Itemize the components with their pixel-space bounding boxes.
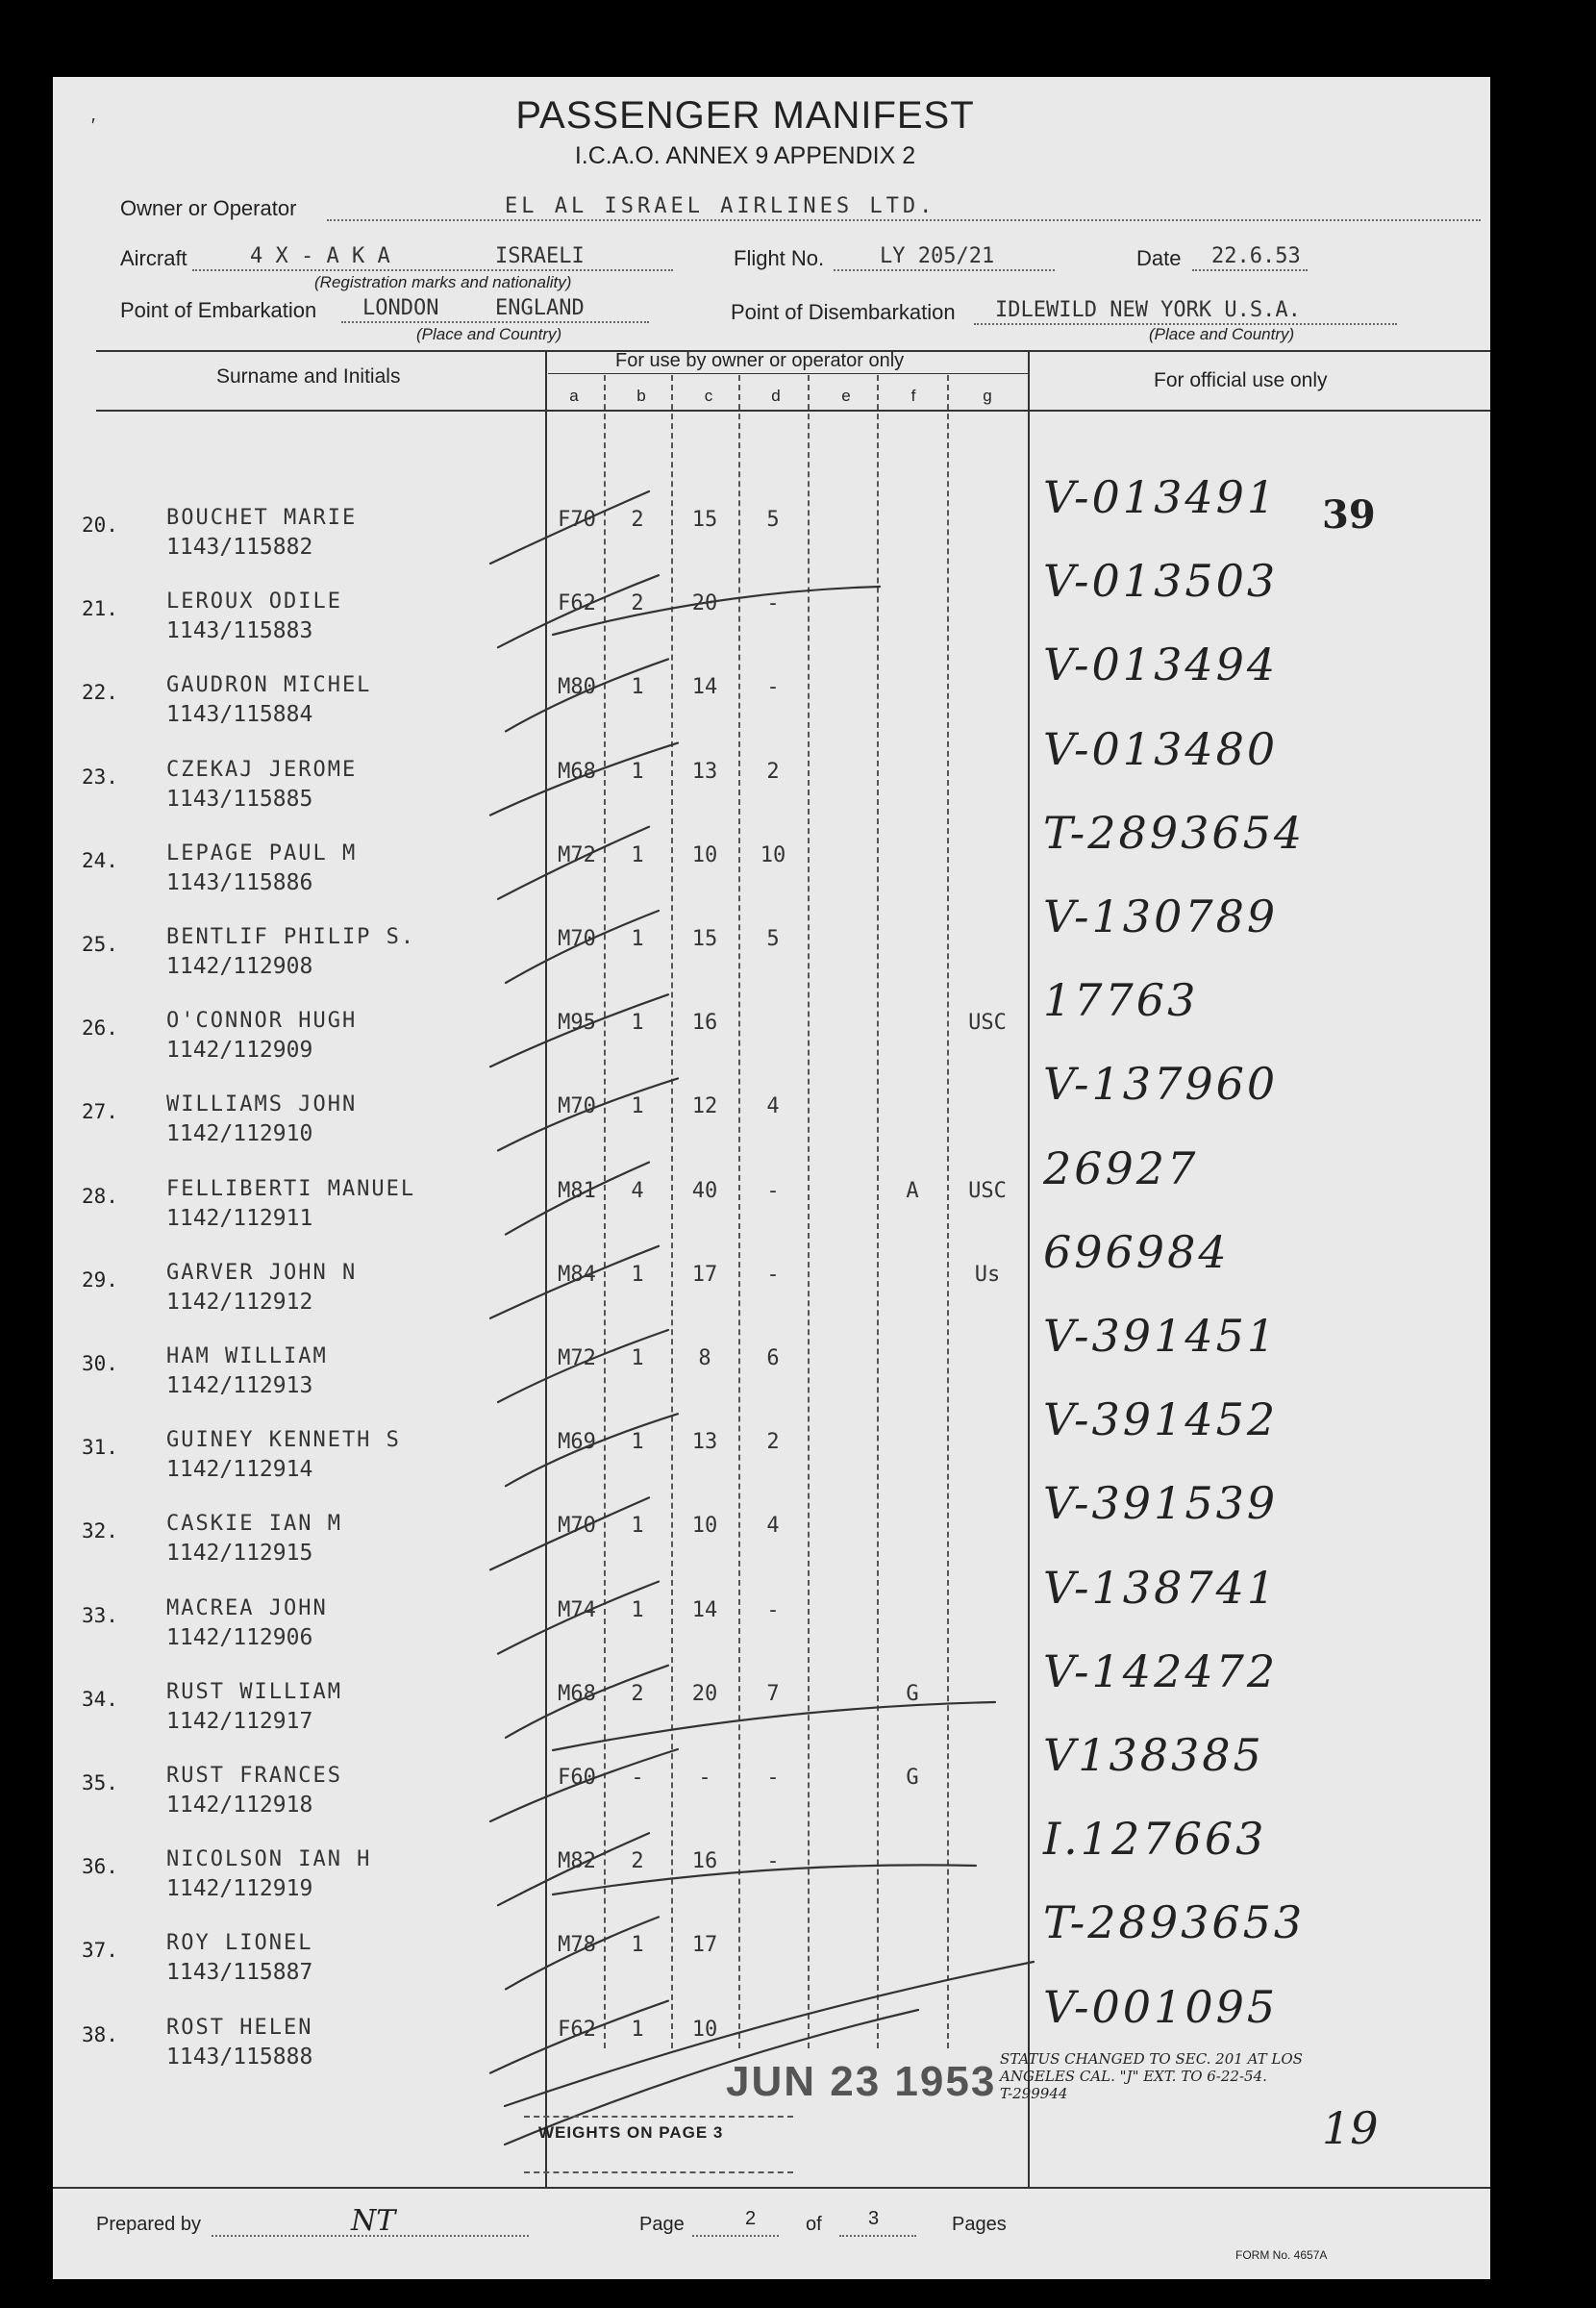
cell-d: -	[766, 1597, 780, 1622]
check-stroke	[498, 575, 659, 647]
annotation-stroke	[553, 1865, 976, 1894]
row-number: 23.	[82, 765, 118, 789]
cell-b: 1	[631, 759, 644, 784]
cell-f: G	[906, 1766, 919, 1790]
official-entry: T-2893654	[1043, 806, 1306, 859]
cell-d: 5	[766, 927, 780, 951]
passenger-name: ROST HELEN	[166, 2015, 313, 2040]
official-entry: V-130789	[1043, 891, 1279, 942]
check-stroke	[506, 1666, 668, 1738]
cell-a: M68	[558, 759, 596, 784]
status-note-line1: STATUS CHANGED TO SEC. 201 AT LOS	[1000, 2050, 1303, 2068]
manifest-sheet	[53, 77, 1490, 2279]
passenger-name: WILLIAMS JOHN	[166, 1092, 358, 1117]
row-number: 20.	[82, 514, 118, 537]
aircraft-value: 4 X - A K A	[250, 244, 390, 268]
cell-b: 1	[631, 1011, 644, 1036]
cell-c: 17	[691, 1933, 718, 1958]
cell-b: 1	[631, 1933, 644, 1958]
owner-use-header: For use by owner or operator only	[615, 350, 905, 371]
cell-d: -	[766, 1178, 780, 1203]
ticket-number: 1143/115886	[166, 869, 313, 895]
official-entry: V-137960	[1043, 1058, 1279, 1111]
subcol-b: b	[636, 387, 646, 405]
passenger-name: NICOLSON IAN H	[166, 1847, 372, 1872]
cell-c: 15	[691, 508, 718, 532]
cell-a: F62	[558, 591, 596, 616]
cell-a: M84	[558, 1262, 596, 1287]
official-entry: T-2893653	[1043, 1896, 1306, 1949]
owner-label: Owner or Operator	[120, 196, 297, 220]
check-stroke	[490, 491, 649, 564]
of-label: of	[806, 2214, 822, 2235]
ticket-number: 1143/115883	[166, 618, 313, 644]
row-number: 37.	[82, 1939, 118, 1963]
row-number: 27.	[82, 1100, 118, 1124]
cell-d: -	[766, 1849, 780, 1874]
cell-d: -	[766, 675, 780, 700]
passenger-name: GUINEY KENNETH S	[166, 1428, 401, 1453]
aircraft-label: Aircraft	[120, 246, 187, 270]
cell-c: 15	[691, 927, 718, 951]
cell-c: 20	[691, 591, 718, 616]
row-number: 31.	[82, 1436, 118, 1460]
row-number: 36.	[82, 1855, 118, 1879]
cell-d: 5	[766, 508, 780, 532]
official-entry: 696984	[1043, 1225, 1230, 1278]
embarkation-note: (Place and Country)	[416, 325, 562, 343]
disembarkation-value: IDLEWILD NEW YORK U.S.A.	[995, 298, 1301, 322]
official-entry: V-142472	[1043, 1644, 1279, 1697]
cell-d: -	[766, 591, 780, 616]
date-label: Date	[1136, 246, 1182, 270]
cell-b: 1	[631, 1262, 644, 1287]
of-value: 3	[868, 2208, 880, 2229]
date-value: 22.6.53	[1211, 244, 1301, 268]
cell-g: Us	[974, 1262, 1001, 1287]
ticket-number: 1142/112919	[166, 1876, 313, 1902]
passenger-name: LEPAGE PAUL M	[166, 840, 358, 866]
footer-rule	[53, 2187, 1490, 2189]
prepared-by-label: Prepared by	[96, 2214, 201, 2235]
cell-a: M82	[558, 1849, 596, 1874]
cell-d: 2	[766, 1430, 780, 1455]
cell-d: 10	[760, 842, 786, 867]
ticket-number: 1142/112911	[166, 1205, 313, 1231]
weights-box-top	[524, 2116, 793, 2118]
disembarkation-label: Point of Disembarkation	[731, 300, 956, 324]
passenger-name: O'CONNOR HUGH	[166, 1009, 358, 1034]
cell-d: 4	[766, 1094, 780, 1119]
cell-b: 1	[631, 1597, 644, 1622]
page-title: PASSENGER MANIFEST	[515, 94, 975, 137]
row-number: 24.	[82, 848, 118, 872]
status-note	[1000, 2050, 1303, 2102]
cell-a: F62	[558, 2017, 596, 2042]
weights-note: WEIGHTS ON PAGE 3	[538, 2123, 724, 2142]
ticket-number: 1143/115887	[166, 1960, 313, 1986]
row-number: 33.	[82, 1603, 118, 1627]
row-number: 30.	[82, 1352, 118, 1375]
cell-c: 10	[691, 1514, 718, 1539]
cell-b: 1	[631, 675, 644, 700]
cell-d: 4	[766, 1514, 780, 1539]
weights-box-bottom	[524, 2171, 793, 2173]
official-entry: V138385	[1043, 1729, 1264, 1781]
cell-c: 17	[691, 1262, 718, 1287]
cell-c: 13	[691, 1430, 718, 1455]
cell-a: M95	[558, 1011, 596, 1036]
tally-mark: 19	[1322, 2102, 1379, 2154]
check-stroke	[498, 827, 649, 899]
row-number: 22.	[82, 681, 118, 705]
subcol-d: d	[771, 387, 781, 405]
check-stroke	[506, 1917, 659, 1989]
cell-d: 7	[766, 1681, 780, 1706]
passenger-name: FELLIBERTI MANUEL	[166, 1176, 416, 1201]
flight-value: LY 205/21	[880, 244, 995, 268]
page-value: 2	[745, 2208, 757, 2229]
official-entry: I.127663	[1043, 1813, 1267, 1866]
ticket-number: 1142/112914	[166, 1457, 313, 1483]
cell-b: 1	[631, 1094, 644, 1119]
row-number: 38.	[82, 2022, 118, 2046]
check-stroke	[490, 743, 678, 815]
cell-g: USC	[968, 1011, 1007, 1036]
cell-d: 6	[766, 1346, 780, 1370]
name-column-header: Surname and Initials	[216, 365, 401, 388]
subcol-c: c	[704, 387, 713, 405]
prepared-by-value: NT	[351, 2204, 396, 2238]
row-number: 35.	[82, 1771, 118, 1794]
passenger-name: LEROUX ODILE	[166, 590, 342, 615]
official-entry: 26927	[1043, 1141, 1199, 1194]
passenger-name: BENTLIF PHILIP S.	[166, 925, 416, 949]
subcol-a: a	[569, 387, 579, 405]
ticket-number: 1142/112910	[166, 1121, 313, 1147]
check-stroke	[490, 994, 668, 1066]
cell-d: 2	[766, 759, 780, 784]
official-entry: V-391451	[1043, 1310, 1279, 1362]
cell-b: 1	[631, 842, 644, 867]
annotation-stroke	[553, 587, 880, 635]
official-entry: V-391539	[1043, 1477, 1279, 1530]
cell-b: 4	[631, 1178, 644, 1203]
passenger-name: CASKIE IAN M	[166, 1512, 342, 1537]
cell-c: 13	[691, 759, 718, 784]
check-stroke	[506, 659, 668, 731]
ticket-number: 1143/115885	[166, 786, 313, 812]
ticket-number: 1142/112909	[166, 1038, 313, 1064]
cell-a: M72	[558, 842, 596, 867]
owner-value: EL AL ISRAEL AIRLINES LTD.	[505, 194, 936, 218]
form-number: FORM No. 4657A	[1235, 2248, 1328, 2262]
nationality-value: ISRAELI	[495, 244, 585, 268]
cell-a: M70	[558, 927, 596, 951]
check-stroke	[506, 1163, 649, 1235]
cell-c: 40	[691, 1178, 718, 1203]
ticket-number: 1142/112917	[166, 1708, 313, 1734]
official-entry: V-013494	[1043, 639, 1279, 691]
cell-c: 14	[691, 1597, 718, 1622]
passenger-name: MACREA JOHN	[166, 1595, 328, 1620]
cell-a: M72	[558, 1346, 596, 1370]
cell-c: 20	[691, 1681, 718, 1706]
official-entry: 17763	[1043, 974, 1199, 1027]
row-number: 32.	[82, 1519, 118, 1543]
cell-a: M70	[558, 1094, 596, 1119]
passenger-name: BOUCHET MARIE	[166, 506, 358, 530]
cell-a: M81	[558, 1178, 596, 1203]
cell-f: A	[906, 1178, 919, 1203]
ticket-number: 1142/112915	[166, 1541, 313, 1567]
official-use-header: For official use only	[1154, 369, 1328, 391]
cell-b: 2	[631, 1681, 644, 1706]
ticket-number: 1142/112912	[166, 1289, 313, 1315]
cell-b: 2	[631, 1849, 644, 1874]
row-number: 25.	[82, 933, 118, 956]
cell-c: 12	[691, 1094, 718, 1119]
ticket-number: 1142/112908	[166, 954, 313, 979]
official-entry: V-138741	[1043, 1561, 1279, 1614]
status-note-line3: T-299944	[1000, 2085, 1068, 2102]
cell-a: M78	[558, 1933, 596, 1958]
official-entry: V-013503	[1043, 555, 1279, 608]
row-number: 29.	[82, 1267, 118, 1292]
check-stroke	[498, 1582, 659, 1654]
cell-f: G	[906, 1681, 919, 1706]
subcol-g: g	[983, 387, 992, 405]
cell-a: M68	[558, 1681, 596, 1706]
subcol-e: e	[841, 387, 851, 405]
cell-c: 14	[691, 675, 718, 700]
pages-label: Pages	[952, 2214, 1007, 2235]
cell-d: -	[766, 1766, 780, 1790]
check-stroke	[498, 1833, 649, 1905]
cell-c: 16	[691, 1849, 718, 1874]
check-stroke	[498, 1330, 668, 1402]
embarkation-city: LONDON	[362, 296, 439, 320]
ticket-number: 1143/115884	[166, 702, 313, 728]
page-mark: 39	[1322, 492, 1376, 538]
cell-a: M74	[558, 1597, 596, 1622]
row-number: 34.	[82, 1687, 118, 1711]
cell-b: 1	[631, 1346, 644, 1370]
official-entry: V-391452	[1043, 1393, 1279, 1446]
row-number: 21.	[82, 597, 118, 621]
page-subtitle: I.C.A.O. ANNEX 9 APPENDIX 2	[574, 142, 916, 169]
cell-c: 10	[691, 842, 718, 867]
cell-d: -	[766, 1262, 780, 1287]
embarkation-label: Point of Embarkation	[120, 298, 317, 322]
ticket-number: 1142/112913	[166, 1373, 313, 1398]
flight-label: Flight No.	[734, 246, 825, 270]
cell-b: 1	[631, 2017, 644, 2042]
row-number: 26.	[82, 1016, 118, 1041]
passenger-name: GAUDRON MICHEL	[166, 673, 372, 698]
registration-note: (Registration marks and nationality)	[314, 273, 572, 291]
check-stroke	[506, 911, 659, 983]
pen-strokes	[53, 77, 1490, 2279]
ticket-number: 1143/115882	[166, 535, 313, 560]
row-number: 28.	[82, 1184, 118, 1208]
check-stroke	[498, 1078, 678, 1150]
cell-a: F60	[558, 1766, 596, 1790]
ticket-number: 1142/112918	[166, 1793, 313, 1818]
cell-c: 8	[698, 1346, 711, 1370]
check-stroke	[506, 1414, 678, 1486]
passenger-name: HAM WILLIAM	[166, 1344, 328, 1368]
cell-c: -	[698, 1766, 711, 1790]
date-stamp: JUN 23 1953	[726, 2058, 997, 2105]
passenger-name: ROY LIONEL	[166, 1931, 313, 1956]
cell-b: 2	[631, 508, 644, 532]
subcol-f: f	[910, 387, 916, 405]
cell-a: M70	[558, 1514, 596, 1539]
cell-b: 2	[631, 591, 644, 616]
passenger-name: RUST WILLIAM	[166, 1679, 342, 1704]
ticket-number: 1142/112906	[166, 1624, 313, 1650]
cell-a: F70	[558, 508, 596, 532]
cell-c: 10	[691, 2017, 718, 2042]
of-dotline	[839, 2235, 916, 2237]
passenger-name: CZEKAJ JEROME	[166, 757, 358, 782]
cell-g: USC	[968, 1178, 1007, 1203]
cell-a: M69	[558, 1430, 596, 1455]
annotation-stroke	[553, 1702, 995, 1750]
cell-b: -	[631, 1766, 644, 1790]
cell-b: 1	[631, 927, 644, 951]
passenger-name: RUST FRANCES	[166, 1764, 342, 1788]
status-note-line2: ANGELES CAL. "J" EXT. TO 6-22-54.	[1000, 2068, 1267, 2085]
check-stroke	[490, 1497, 649, 1569]
cell-a: M80	[558, 675, 596, 700]
cell-b: 1	[631, 1514, 644, 1539]
embarkation-country: ENGLAND	[495, 296, 585, 320]
official-entry: V-013491	[1043, 471, 1279, 523]
disembarkation-note: (Place and Country)	[1149, 325, 1295, 343]
ticket-number: 1143/115888	[166, 2044, 313, 2070]
official-entry: V-013480	[1043, 722, 1279, 775]
cell-c: 16	[691, 1011, 718, 1036]
page-dotline	[692, 2235, 779, 2237]
corner-mark: ′	[91, 115, 95, 137]
check-stroke	[490, 1749, 678, 1821]
page-label: Page	[639, 2214, 685, 2235]
check-stroke	[490, 1246, 659, 1318]
passenger-name: GARVER JOHN N	[166, 1260, 358, 1285]
cell-b: 1	[631, 1430, 644, 1455]
official-entry: V-001095	[1043, 1980, 1279, 2033]
